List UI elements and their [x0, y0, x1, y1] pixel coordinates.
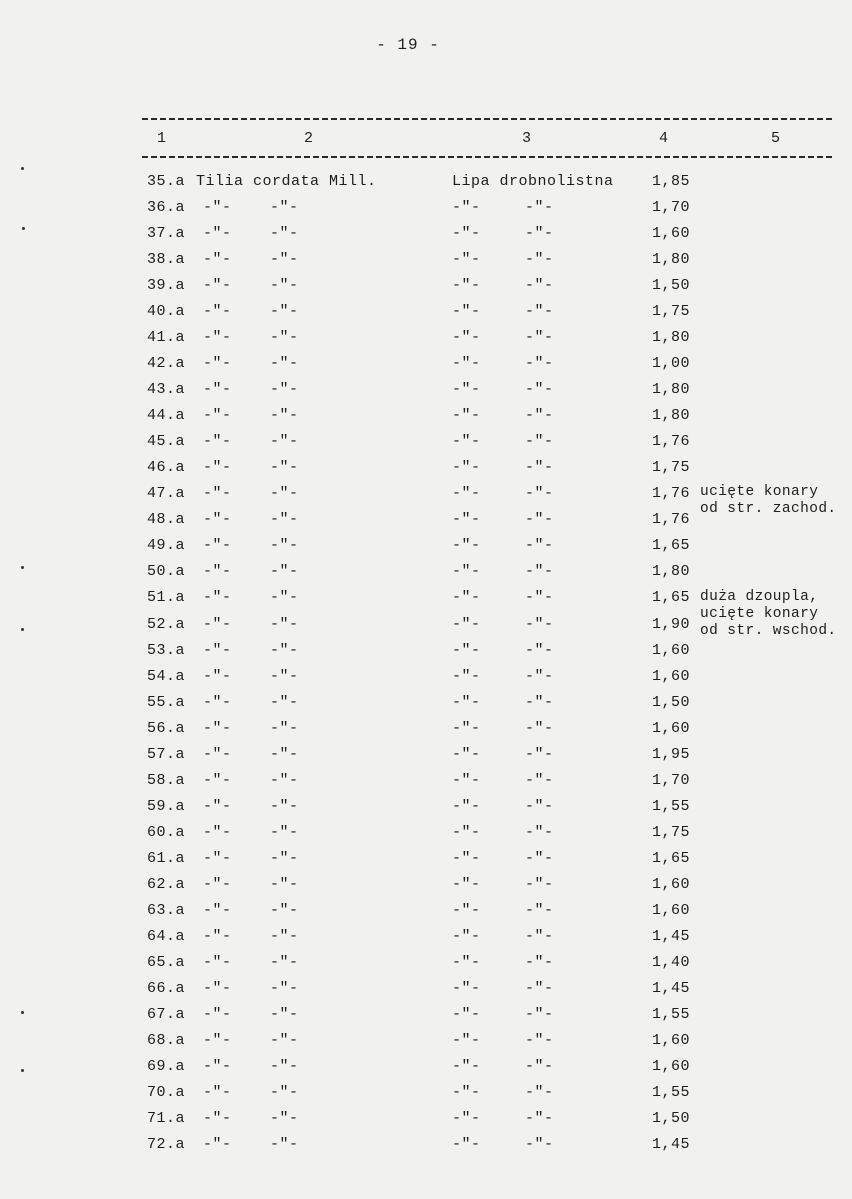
ditto-mark: -"- [525, 511, 554, 529]
ditto-mark: -"- [452, 459, 481, 477]
table-row [0, 1109, 852, 1129]
ditto-mark: -"- [525, 563, 554, 581]
table-row [0, 693, 852, 713]
row-number: 39.a [147, 277, 186, 295]
ditto-mark: -"- [452, 667, 481, 685]
ditto-mark: -"- [452, 1058, 481, 1076]
row-number: 44.a [147, 407, 186, 425]
value-cell: 1,45 [652, 927, 691, 945]
value-cell: 1,60 [652, 641, 691, 659]
ditto-mark: -"- [452, 693, 481, 711]
row-number: 52.a [147, 615, 186, 633]
table-row [0, 328, 852, 348]
ditto-mark: -"- [525, 589, 554, 607]
remark-line: duża dzoupla, [700, 589, 819, 605]
ditto-mark: -"- [525, 355, 554, 373]
value-cell: 1,76 [652, 511, 691, 529]
ditto-mark: -"- [270, 199, 299, 217]
ditto-mark: -"- [525, 797, 554, 815]
ditto-mark: -"- [270, 745, 299, 763]
ditto-mark: -"- [270, 407, 299, 425]
row-number: 55.a [147, 693, 186, 711]
ditto-mark: -"- [203, 719, 232, 737]
ditto-mark: -"- [203, 433, 232, 451]
ditto-mark: -"- [203, 1005, 232, 1023]
margin-mark [21, 1011, 24, 1014]
ditto-mark: -"- [203, 329, 232, 347]
row-number: 37.a [147, 225, 186, 243]
ditto-mark: -"- [203, 641, 232, 659]
ditto-mark: -"- [270, 953, 299, 971]
ditto-mark: -"- [270, 537, 299, 555]
value-cell: 1,45 [652, 979, 691, 997]
table-row [0, 927, 852, 947]
ditto-mark: -"- [270, 1031, 299, 1049]
table-row [0, 536, 852, 556]
table-row [0, 745, 852, 765]
ditto-mark: -"- [452, 771, 481, 789]
ditto-mark: -"- [525, 615, 554, 633]
remark-line: ucięte konary [700, 484, 819, 500]
ditto-mark: -"- [452, 1110, 481, 1128]
ditto-mark: -"- [203, 823, 232, 841]
column-header-4: 4 [659, 130, 669, 147]
ditto-mark: -"- [203, 589, 232, 607]
row-number: 41.a [147, 329, 186, 347]
value-cell: 1,70 [652, 199, 691, 217]
ditto-mark: -"- [203, 1136, 232, 1154]
ditto-mark: -"- [452, 823, 481, 841]
ditto-mark: -"- [203, 1110, 232, 1128]
ditto-mark: -"- [203, 277, 232, 295]
row-number: 70.a [147, 1084, 186, 1102]
ditto-mark: -"- [270, 667, 299, 685]
value-cell: 1,60 [652, 875, 691, 893]
ditto-mark: -"- [525, 1031, 554, 1049]
ditto-mark: -"- [452, 745, 481, 763]
ditto-mark: -"- [525, 875, 554, 893]
ditto-mark: -"- [270, 641, 299, 659]
ditto-mark: -"- [203, 797, 232, 815]
ditto-mark: -"- [203, 771, 232, 789]
value-cell: 1,85 [652, 173, 691, 190]
row-number: 64.a [147, 927, 186, 945]
table-header-rule [142, 156, 835, 158]
value-cell: 1,80 [652, 329, 691, 347]
row-number: 36.a [147, 199, 186, 217]
ditto-mark: -"- [270, 719, 299, 737]
value-cell: 1,00 [652, 355, 691, 373]
ditto-mark: -"- [525, 537, 554, 555]
ditto-mark: -"- [270, 563, 299, 581]
ditto-mark: -"- [203, 407, 232, 425]
row-number: 45.a [147, 433, 186, 451]
row-number: 68.a [147, 1031, 186, 1049]
ditto-mark: -"- [525, 693, 554, 711]
ditto-mark: -"- [203, 1031, 232, 1049]
table-row [0, 1083, 852, 1103]
row-number: 69.a [147, 1058, 186, 1076]
row-number: 57.a [147, 745, 186, 763]
ditto-mark: -"- [270, 849, 299, 867]
ditto-mark: -"- [452, 511, 481, 529]
ditto-mark: -"- [452, 1031, 481, 1049]
row-number: 50.a [147, 563, 186, 581]
ditto-mark: -"- [452, 381, 481, 399]
ditto-mark: -"- [452, 225, 481, 243]
table-row [0, 1057, 852, 1077]
row-number: 43.a [147, 381, 186, 399]
ditto-mark: -"- [203, 485, 232, 503]
ditto-mark: -"- [270, 511, 299, 529]
ditto-mark: -"- [203, 927, 232, 945]
value-cell: 1,95 [652, 745, 691, 763]
value-cell: 1,76 [652, 433, 691, 451]
ditto-mark: -"- [203, 745, 232, 763]
value-cell: 1,80 [652, 407, 691, 425]
value-cell: 1,60 [652, 667, 691, 685]
ditto-mark: -"- [270, 797, 299, 815]
value-cell: 1,80 [652, 381, 691, 399]
table-row [0, 562, 852, 582]
row-number: 61.a [147, 849, 186, 867]
ditto-mark: -"- [203, 303, 232, 321]
ditto-mark: -"- [203, 979, 232, 997]
species-polish-name: Lipa drobnolistna [452, 173, 614, 190]
ditto-mark: -"- [525, 303, 554, 321]
ditto-mark: -"- [270, 251, 299, 269]
ditto-mark: -"- [270, 1058, 299, 1076]
ditto-mark: -"- [525, 1005, 554, 1023]
ditto-mark: -"- [270, 355, 299, 373]
table-row [0, 953, 852, 973]
ditto-mark: -"- [203, 225, 232, 243]
ditto-mark: -"- [203, 615, 232, 633]
table-row [0, 432, 852, 452]
ditto-mark: -"- [525, 277, 554, 295]
species-latin-name: Tilia cordata Mill. [196, 173, 377, 190]
value-cell: 1,80 [652, 563, 691, 581]
ditto-mark: -"- [525, 1084, 554, 1102]
ditto-mark: -"- [525, 485, 554, 503]
value-cell: 1,90 [652, 615, 691, 633]
table-row [0, 719, 852, 739]
ditto-mark: -"- [452, 277, 481, 295]
ditto-mark: -"- [203, 563, 232, 581]
table-row [0, 641, 852, 661]
ditto-mark: -"- [203, 667, 232, 685]
ditto-mark: -"- [525, 1110, 554, 1128]
ditto-mark: -"- [270, 459, 299, 477]
ditto-mark: -"- [270, 1005, 299, 1023]
value-cell: 1,60 [652, 1058, 691, 1076]
table-row [0, 667, 852, 687]
ditto-mark: -"- [525, 953, 554, 971]
ditto-mark: -"- [270, 693, 299, 711]
margin-mark [22, 227, 25, 230]
value-cell: 1,50 [652, 1110, 691, 1128]
ditto-mark: -"- [452, 329, 481, 347]
value-cell: 1,45 [652, 1136, 691, 1154]
ditto-mark: -"- [203, 1084, 232, 1102]
ditto-mark: -"- [270, 303, 299, 321]
value-cell: 1,80 [652, 251, 691, 269]
row-number: 38.a [147, 251, 186, 269]
table-row [0, 875, 852, 895]
value-cell: 1,60 [652, 719, 691, 737]
ditto-mark: -"- [270, 875, 299, 893]
remark-line: od str. wschod. [700, 623, 837, 639]
table-row [0, 198, 852, 218]
ditto-mark: -"- [452, 537, 481, 555]
table-top-rule [142, 118, 835, 120]
table-row [0, 849, 852, 869]
row-number: 49.a [147, 537, 186, 555]
row-number: 72.a [147, 1136, 186, 1154]
ditto-mark: -"- [203, 693, 232, 711]
ditto-mark: -"- [203, 849, 232, 867]
table-row [0, 172, 852, 192]
table-row [0, 224, 852, 244]
row-number: 67.a [147, 1005, 186, 1023]
table-row [0, 250, 852, 270]
ditto-mark: -"- [270, 1084, 299, 1102]
value-cell: 1,60 [652, 1031, 691, 1049]
ditto-mark: -"- [270, 589, 299, 607]
row-number: 48.a [147, 511, 186, 529]
row-number: 59.a [147, 797, 186, 815]
ditto-mark: -"- [452, 303, 481, 321]
ditto-mark: -"- [452, 251, 481, 269]
value-cell: 1,65 [652, 589, 691, 607]
column-header-2: 2 [304, 130, 314, 147]
value-cell: 1,55 [652, 1005, 691, 1023]
margin-mark [21, 566, 24, 569]
ditto-mark: -"- [452, 407, 481, 425]
ditto-mark: -"- [452, 1084, 481, 1102]
row-number: 58.a [147, 771, 186, 789]
row-number: 35.a [147, 173, 186, 190]
ditto-mark: -"- [525, 381, 554, 399]
ditto-mark: -"- [203, 1058, 232, 1076]
ditto-mark: -"- [452, 433, 481, 451]
table-row [0, 1031, 852, 1051]
value-cell: 1,75 [652, 823, 691, 841]
ditto-mark: -"- [525, 979, 554, 997]
ditto-mark: -"- [525, 459, 554, 477]
row-number: 63.a [147, 901, 186, 919]
table-row [0, 771, 852, 791]
ditto-mark: -"- [452, 485, 481, 503]
ditto-mark: -"- [270, 901, 299, 919]
value-cell: 1,60 [652, 901, 691, 919]
value-cell: 1,75 [652, 303, 691, 321]
table-row [0, 1135, 852, 1155]
row-number: 62.a [147, 875, 186, 893]
ditto-mark: -"- [452, 901, 481, 919]
remark-block-47-48 [700, 484, 837, 518]
row-number: 42.a [147, 355, 186, 373]
ditto-mark: -"- [270, 927, 299, 945]
ditto-mark: -"- [270, 823, 299, 841]
table-row [0, 380, 852, 400]
value-cell: 1,75 [652, 459, 691, 477]
row-number: 47.a [147, 485, 186, 503]
ditto-mark: -"- [270, 615, 299, 633]
column-header-3: 3 [522, 130, 532, 147]
row-number: 53.a [147, 641, 186, 659]
ditto-mark: -"- [452, 615, 481, 633]
ditto-mark: -"- [270, 433, 299, 451]
ditto-mark: -"- [270, 381, 299, 399]
ditto-mark: -"- [452, 1136, 481, 1154]
value-cell: 1,50 [652, 277, 691, 295]
table-row [0, 1005, 852, 1025]
value-cell: 1,40 [652, 953, 691, 971]
ditto-mark: -"- [525, 849, 554, 867]
table-row [0, 276, 852, 296]
table-row [0, 901, 852, 921]
ditto-mark: -"- [452, 641, 481, 659]
ditto-mark: -"- [525, 667, 554, 685]
table-row [0, 823, 852, 843]
ditto-mark: -"- [525, 1058, 554, 1076]
row-number: 46.a [147, 459, 186, 477]
ditto-mark: -"- [270, 1110, 299, 1128]
ditto-mark: -"- [270, 771, 299, 789]
value-cell: 1,65 [652, 849, 691, 867]
ditto-mark: -"- [270, 329, 299, 347]
value-cell: 1,76 [652, 485, 691, 503]
ditto-mark: -"- [525, 225, 554, 243]
ditto-mark: -"- [203, 901, 232, 919]
ditto-mark: -"- [452, 589, 481, 607]
table-row [0, 406, 852, 426]
ditto-mark: -"- [452, 563, 481, 581]
column-header-5: 5 [771, 130, 781, 147]
value-cell: 1,55 [652, 1084, 691, 1102]
ditto-mark: -"- [452, 797, 481, 815]
ditto-mark: -"- [525, 823, 554, 841]
row-number: 51.a [147, 589, 186, 607]
ditto-mark: -"- [525, 1136, 554, 1154]
ditto-mark: -"- [452, 355, 481, 373]
ditto-mark: -"- [452, 849, 481, 867]
table-row [0, 797, 852, 817]
ditto-mark: -"- [203, 251, 232, 269]
margin-mark [21, 628, 24, 631]
remark-line: od str. zachod. [700, 501, 837, 517]
margin-mark [21, 1069, 24, 1072]
table-row [0, 354, 852, 374]
ditto-mark: -"- [203, 381, 232, 399]
table-row [0, 458, 852, 478]
ditto-mark: -"- [525, 407, 554, 425]
margin-mark [21, 167, 24, 170]
ditto-mark: -"- [525, 901, 554, 919]
ditto-mark: -"- [452, 875, 481, 893]
row-number: 71.a [147, 1110, 186, 1128]
ditto-mark: -"- [203, 511, 232, 529]
ditto-mark: -"- [525, 433, 554, 451]
ditto-mark: -"- [525, 641, 554, 659]
row-number: 65.a [147, 953, 186, 971]
column-header-1: 1 [157, 130, 167, 147]
ditto-mark: -"- [452, 199, 481, 217]
ditto-mark: -"- [452, 979, 481, 997]
value-cell: 1,60 [652, 225, 691, 243]
table-row [0, 979, 852, 999]
row-number: 60.a [147, 823, 186, 841]
value-cell: 1,50 [652, 693, 691, 711]
ditto-mark: -"- [203, 199, 232, 217]
remark-line: ucięte konary [700, 606, 819, 622]
row-number: 54.a [147, 667, 186, 685]
ditto-mark: -"- [203, 459, 232, 477]
ditto-mark: -"- [525, 329, 554, 347]
ditto-mark: -"- [452, 927, 481, 945]
page-number: - 19 - [376, 36, 440, 54]
ditto-mark: -"- [270, 225, 299, 243]
remark-block-51-52 [700, 589, 837, 640]
table-row [0, 302, 852, 322]
row-number: 40.a [147, 303, 186, 321]
value-cell: 1,70 [652, 771, 691, 789]
ditto-mark: -"- [270, 979, 299, 997]
ditto-mark: -"- [203, 537, 232, 555]
ditto-mark: -"- [525, 719, 554, 737]
ditto-mark: -"- [525, 745, 554, 763]
ditto-mark: -"- [525, 927, 554, 945]
ditto-mark: -"- [270, 1136, 299, 1154]
ditto-mark: -"- [525, 771, 554, 789]
ditto-mark: -"- [203, 875, 232, 893]
ditto-mark: -"- [452, 1005, 481, 1023]
row-number: 66.a [147, 979, 186, 997]
ditto-mark: -"- [452, 719, 481, 737]
ditto-mark: -"- [270, 277, 299, 295]
ditto-mark: -"- [452, 953, 481, 971]
value-cell: 1,65 [652, 537, 691, 555]
ditto-mark: -"- [525, 199, 554, 217]
value-cell: 1,55 [652, 797, 691, 815]
row-number: 56.a [147, 719, 186, 737]
ditto-mark: -"- [203, 953, 232, 971]
ditto-mark: -"- [270, 485, 299, 503]
ditto-mark: -"- [203, 355, 232, 373]
ditto-mark: -"- [525, 251, 554, 269]
